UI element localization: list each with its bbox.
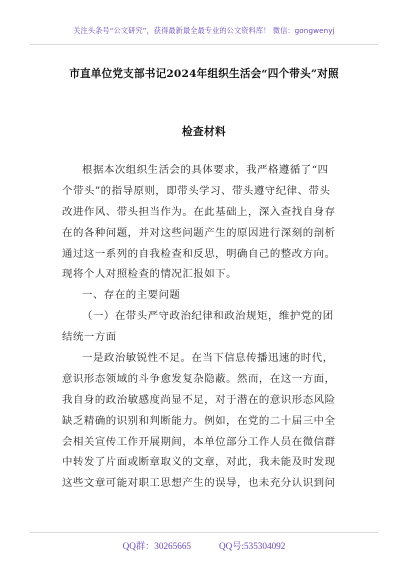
- document-title-continued: 检查材料: [182, 126, 226, 138]
- body-line: 我自身的政治敏感度尚显不足，对于潜在的意识形态风险: [62, 393, 336, 406]
- header-promo-text: 关注头条号“公文研究”，获得最新最全最专业的公文资料库！ 微信：gongwenyj: [73, 26, 335, 35]
- footer-qq-number: QQ号:535304092: [219, 541, 286, 551]
- section-heading: 一、存在的主要问题: [82, 289, 181, 302]
- subsection-heading-continued: 结统一方面: [62, 331, 117, 344]
- body-line: 意识形态领域的斗争愈发复杂隐蔽。然而，在这一方面，: [62, 372, 336, 385]
- document-title: 市直单位党支部书记2024年组织生活会“四个带头”对照: [69, 68, 339, 80]
- document-body: [62, 160, 352, 494]
- page-footer: [30, 532, 378, 557]
- body-line: 根据本次组织生活会的具体要求，我严格遵循了“四: [82, 164, 329, 176]
- body-line: 改进作风、带头担当作为。在此基础上，深入查找自身存: [62, 205, 336, 218]
- footer-contact: [30, 538, 378, 552]
- body-line: 一是政治敏锐性不足。在当下信息传播迅速的时代，: [82, 352, 334, 365]
- body-line: 中转发了片面或断章取义的文章，对此，我未能及时发现: [62, 456, 336, 469]
- footer-qq-group: QQ群：30265665: [122, 541, 192, 551]
- body-line: 这些文章可能对职工思想产生的误导，也未充分认识到问: [62, 477, 336, 490]
- body-line: 通过这一系列的自我检查和反思，明确自己的整改方向。: [62, 247, 336, 260]
- subsection-heading: （一）在带头严守政治纪律和政治规矩，维护党的团: [82, 310, 334, 323]
- body-line: 现将个人对照检查的情况汇报如下。: [62, 268, 238, 281]
- body-line: 个带头”的指导原则，即带头学习、带头遵守纪律、带头: [62, 184, 331, 197]
- body-line: 缺乏精确的识别和判断能力。例如，在党的二十届三中全: [62, 414, 336, 427]
- page-header: [30, 20, 378, 45]
- body-line: 会相关宣传工作开展期间，本单位部分工作人员在微信群: [62, 435, 336, 448]
- body-line: 在的各种问题，并对这些问题产生的原因进行深刻的剖析: [62, 226, 336, 239]
